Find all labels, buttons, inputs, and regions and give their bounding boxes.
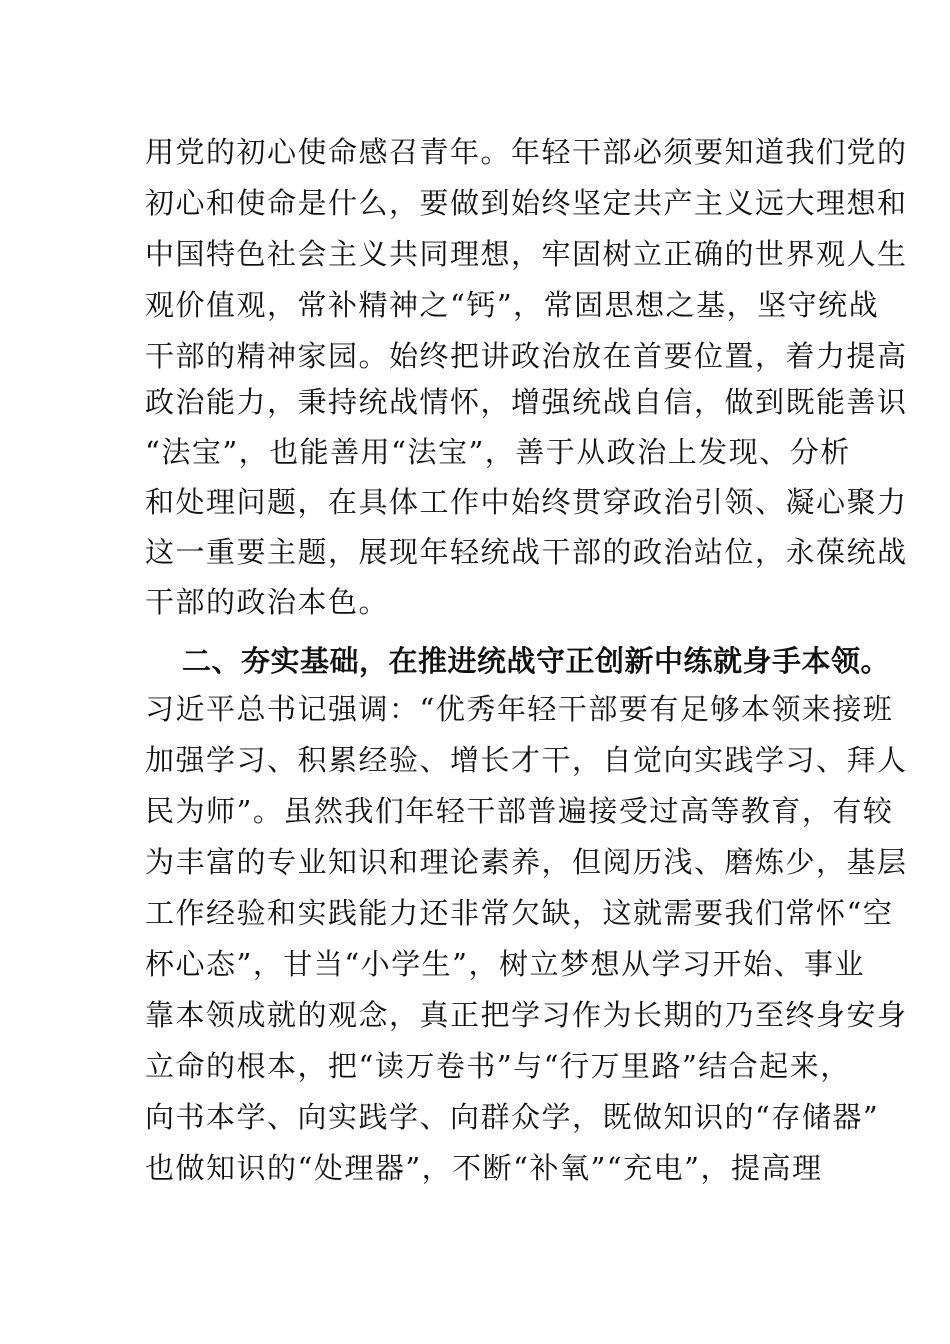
text-line: 和处理问题，在具体工作中始终贯穿政治引领、凝心聚力: [145, 485, 908, 519]
text-line: 工作经验和实践能力还非常欠缺，这就需要我们常怀“空: [145, 896, 894, 930]
text-line: 为丰富的专业知识和理论素养，但阅历浅、磨炼少，基层: [145, 845, 908, 879]
text-line: 干部的精神家园。始终把讲政治放在首要位置，着力提高: [145, 339, 908, 373]
text-line: 中国特色社会主义共同理想，牢固树立正确的世界观人生: [145, 237, 908, 271]
text-line: 立命的根本，把“读万卷书”与“行万里路”结合起来，: [145, 1049, 851, 1083]
section-heading: 二、夯实基础，在推进统战守正创新中练就身手本领。: [182, 644, 891, 678]
text-line: 干部的政治本色。: [145, 585, 390, 619]
text-line: 也做知识的“处理器”，不断“补氧”“充电”，提高理: [145, 1151, 823, 1185]
text-line: 观价值观，常补精神之“钙”，常固思想之基，坚守统战: [145, 288, 880, 322]
text-line: 加强学习、积累经验、增长才干，自觉向实践学习、拜人: [145, 743, 908, 777]
text-line: 民为师”。虽然我们年轻干部普遍接受过高等教育，有较: [145, 794, 894, 828]
text-line: 杯心态”，甘当“小学生”，树立梦想从学习开始、事业: [145, 947, 865, 981]
text-line: 用党的初心使命感召青年。年轻干部必须要知道我们党的: [145, 135, 908, 169]
text-line: 习近平总书记强调：“优秀年轻干部要有足够本领来接班: [145, 692, 894, 726]
text-line: 政治能力，秉持统战情怀，增强统战自信，做到既能善识: [145, 385, 908, 419]
text-line: 这一重要主题，展现年轻统战干部的政治站位，永葆统战: [145, 535, 908, 569]
text-line: “法宝”，也能善用“法宝”，善于从政治上发现、分析: [145, 435, 851, 469]
text-line: 靠本领成就的观念，真正把学习作为长期的乃至终身安身: [145, 998, 908, 1032]
text-line: 向书本学、向实践学、向群众学，既做知识的“存储器”: [145, 1100, 880, 1134]
text-line: 初心和使命是什么，要做到始终坚定共产主义远大理想和: [145, 186, 908, 220]
